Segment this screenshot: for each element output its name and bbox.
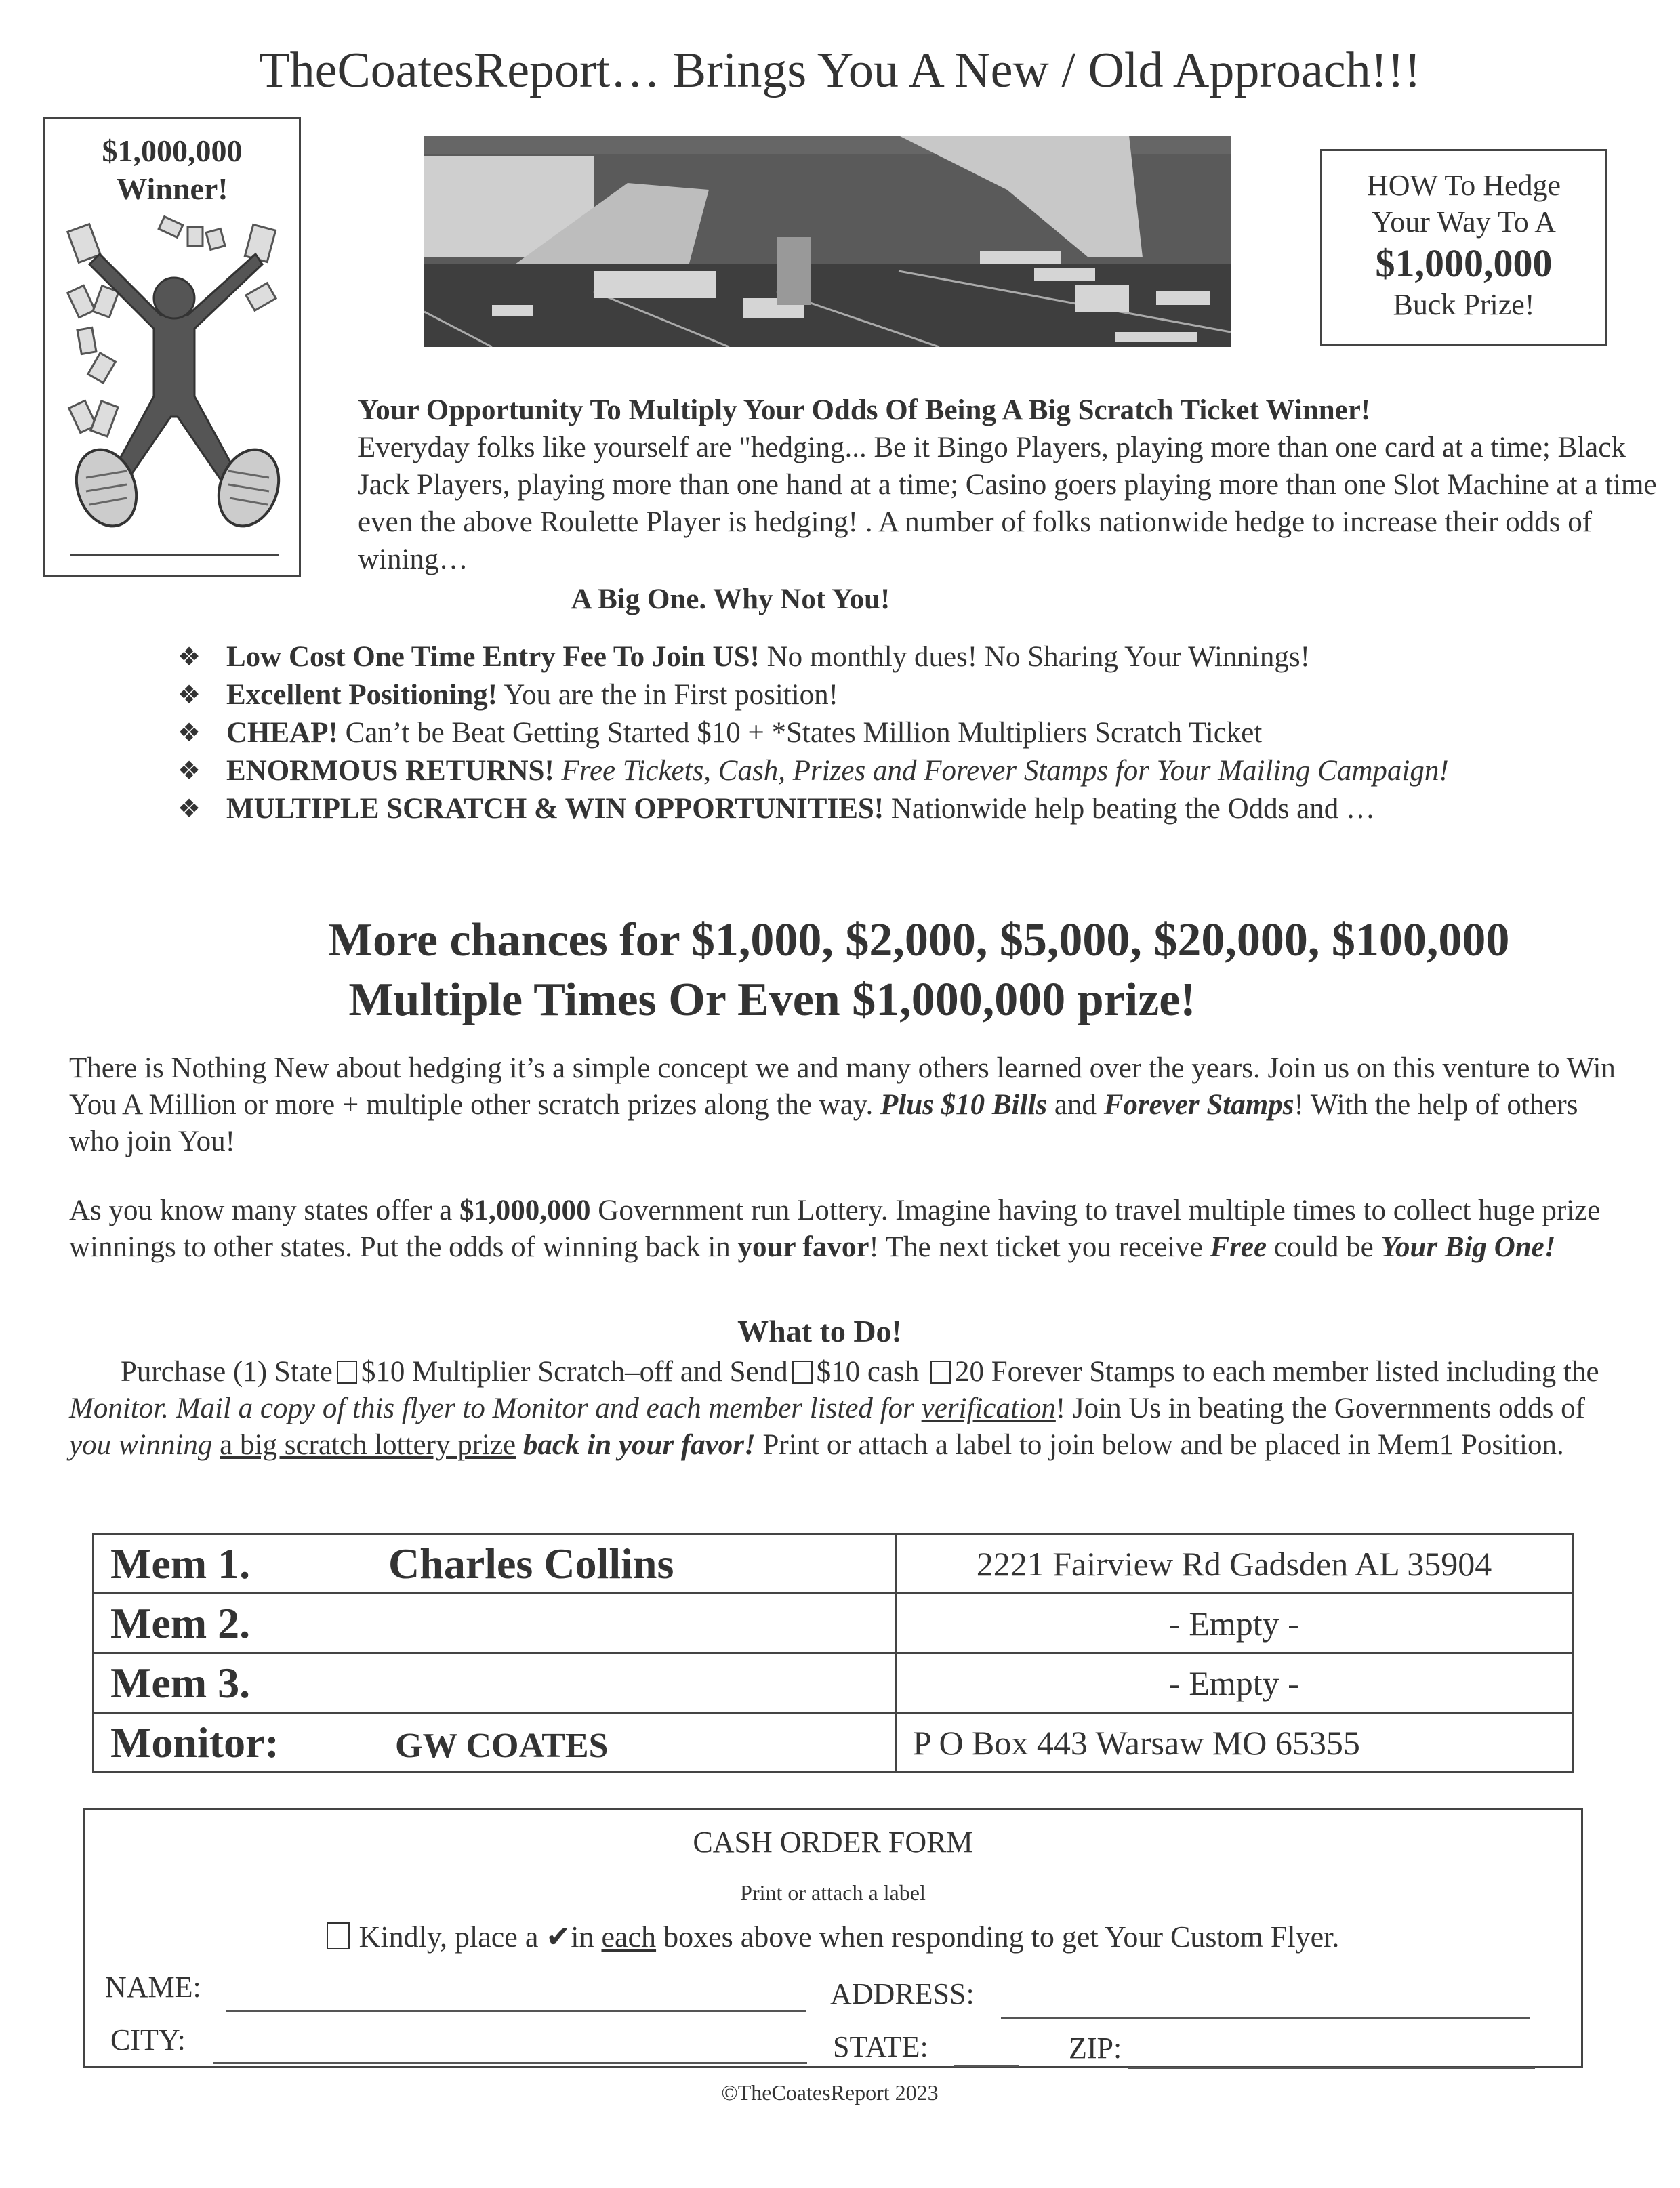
city-label: CITY: [110,2023,186,2057]
benefit-text: Free Tickets, Cash, Prizes and Forever Stamps for Your Mailing Campaign! [554,755,1449,787]
what-to-do-heading: What to Do! [737,1314,902,1348]
headline-line-1: More chances for $1,000, $2,000, $5,000, $20,000, $100,000 [328,914,1510,966]
benefits-list [178,638,1614,828]
promo-amount: $1,000,000 [1375,241,1553,285]
scratch-off-checkbox[interactable] [337,1361,357,1384]
winner-amount: $1,000,000 [102,133,243,168]
table-row [94,1534,1573,1594]
checkmark-icon: ✔ [546,1920,571,1954]
cash-checkbox[interactable] [792,1361,813,1384]
table-row [94,1594,1573,1653]
benefit-key: MULTIPLE SCRATCH & WIN OPPORTUNITIES! [226,793,884,825]
member-cell [94,1713,896,1773]
kindly-text-a: Kindly, place a [358,1920,546,1954]
member-address: P O Box 443 Warsaw MO 65355 [896,1713,1573,1773]
benefit-item [178,676,1614,714]
headline-line-2: Multiple Times Or Even $1,000,000 prize! [348,974,1196,1026]
roulette-photo [424,136,1231,347]
wtd-text-h: ! Join Us in beating the Governments odds of [1055,1392,1585,1424]
p2-text-f: Free [1210,1231,1267,1263]
p1-text-d: Forever Stamps [1103,1089,1294,1121]
p2-text-h: Your Big One! [1380,1231,1556,1263]
member-address: 2221 Fairview Rd Gadsden AL 35904 [896,1534,1573,1594]
order-form-instruction [85,1920,1581,1954]
page-title: TheCoatesReport… Brings You A New / Old Approach!!! [259,43,1421,98]
benefit-text: Nationwide help beating the Odds and … [884,793,1375,825]
benefit-item [178,638,1614,676]
cash-order-form [83,1808,1583,2068]
member-name: Charles Collins [388,1539,674,1588]
benefit-key: Low Cost One Time Entry Fee To Join US! [226,641,760,673]
name-label: NAME: [105,1970,201,2004]
table-row [94,1713,1573,1773]
winner-card-rule [70,554,279,556]
diamond-bullet-icon: ❖ [178,757,201,785]
address-label: ADDRESS: [830,1977,975,2010]
intro-heading: Your Opportunity To Multiply Your Odds Of Being A Big Scratch Ticket Winner! [358,394,1371,426]
benefit-text: Can’t be Beat Getting Started $10 + *States Million Multipliers Scratch Ticket [337,717,1263,749]
diamond-bullet-icon: ❖ [178,643,201,672]
promo-box [1320,149,1607,346]
jumping-winner-illustration-icon [59,213,289,552]
member-address: - Empty - [896,1594,1573,1653]
wtd-text-i: you winning [69,1429,220,1461]
member-address: - Empty - [896,1653,1573,1713]
benefit-key: Excellent Positioning! [226,679,498,711]
zip-label: ZIP: [1069,2031,1122,2065]
wtd-text-f: . Mail a copy of this flyer to Monitor and each member listed for [161,1392,922,1424]
benefit-key: ENORMOUS RETURNS! [226,755,554,787]
roulette-table-photo-icon [424,136,1231,347]
p2-text-b: $1,000,000 [459,1195,591,1226]
wtd-text-l: Print or attach a label to join below and be placed in Mem1 Position. [755,1429,1564,1461]
member-slot: Mem 1. [110,1539,251,1588]
kindly-text-each: each [601,1920,657,1954]
address-field[interactable] [1001,2017,1530,2019]
order-form-subtitle: Print or attach a label [740,1880,926,1905]
p2-text-c: Government run Lottery. Imagine having to travel multiple times to collect huge prize winnings to other states. Put the odds of winning back in [69,1195,1601,1263]
wtd-text-c: $10 cash [816,1356,920,1388]
kindly-text-b: in [571,1920,602,1954]
promo-line-1: HOW To Hedge [1366,169,1561,202]
member-slot: Monitor: [110,1718,279,1767]
p1-text-e: ! With the help of others who join You! [69,1089,1578,1157]
paragraph-hedging [69,1050,1628,1160]
state-field[interactable] [954,2065,1019,2067]
wtd-text-j: a big scratch lottery prize [220,1429,516,1461]
paragraph-lottery [69,1193,1628,1266]
confirm-checkbox[interactable] [327,1922,350,1949]
benefit-item [178,752,1614,790]
benefit-item [178,714,1614,752]
intro-tagline: A Big One. Why Not You! [571,583,890,615]
member-cell [94,1653,896,1713]
wtd-text-k: back in your favor! [516,1429,756,1461]
member-slot: Mem 2. [110,1598,251,1647]
diamond-bullet-icon: ❖ [178,681,201,709]
member-cell [94,1594,896,1653]
wtd-text-g: verification [921,1392,1056,1424]
wtd-text-b: $10 Multiplier Scratch–off and Send [361,1356,788,1388]
state-label: STATE: [833,2030,928,2063]
winner-card [43,117,301,577]
wtd-text-a: Purchase (1) State [121,1356,333,1388]
what-to-do-instructions [69,1354,1628,1464]
benefit-text: You are the in First position! [497,679,839,711]
winner-label: Winner! [116,171,228,206]
promo-line-2: Your Way To A [1371,205,1557,239]
name-field[interactable] [226,2010,806,2012]
wtd-text-e: Monitor [69,1392,162,1424]
kindly-text-c: boxes above when responding to get Your Custom Flyer. [656,1920,1340,1954]
benefit-key: CHEAP! [226,717,338,749]
diamond-bullet-icon: ❖ [178,719,201,747]
promo-line-4: Buck Prize! [1393,288,1535,321]
member-name: GW COATES [395,1726,609,1765]
order-form-title: CASH ORDER FORM [693,1825,973,1859]
member-cell [94,1534,896,1594]
wtd-text-d: 20 Forever Stamps to each member listed including the [955,1356,1599,1388]
table-row [94,1653,1573,1713]
benefit-item [178,790,1614,828]
intro-section [358,392,1659,578]
benefit-text: No monthly dues! No Sharing Your Winnings! [759,641,1310,673]
p2-text-g: could be [1267,1231,1381,1263]
p2-text-d: your favor [737,1231,869,1263]
city-field[interactable] [213,2062,807,2064]
copyright-footer: ©TheCoatesReport 2023 [721,2080,939,2105]
p1-text-b: Plus $10 Bills [880,1089,1048,1121]
member-slot: Mem 3. [110,1658,251,1707]
p2-text-a: As you know many states offer a [69,1195,460,1226]
p1-text-c: and [1047,1089,1104,1121]
stamps-checkbox[interactable] [930,1361,951,1384]
p1-text-a: There is Nothing New about hedging it’s a simple concept we and many others learned over the years. Join us on this venture to Win You A Million or more + multiple other scratch prizes along the way. [69,1052,1616,1121]
zip-field[interactable] [1128,2067,1535,2069]
intro-body: Everyday folks like yourself are "hedging... Be it Bingo Players, playing more than one card at a time; Black Jack Players, playing more than one hand at a time; Casino goers playing more than one Slot Machine at a time even the above Roulette Player is hedging! . A number of folks nationwide hedge to increase their odds of wining… [358,432,1657,575]
diamond-bullet-icon: ❖ [178,795,201,823]
members-table [92,1533,1574,1773]
p2-text-e: ! The next ticket you receive [869,1231,1210,1263]
